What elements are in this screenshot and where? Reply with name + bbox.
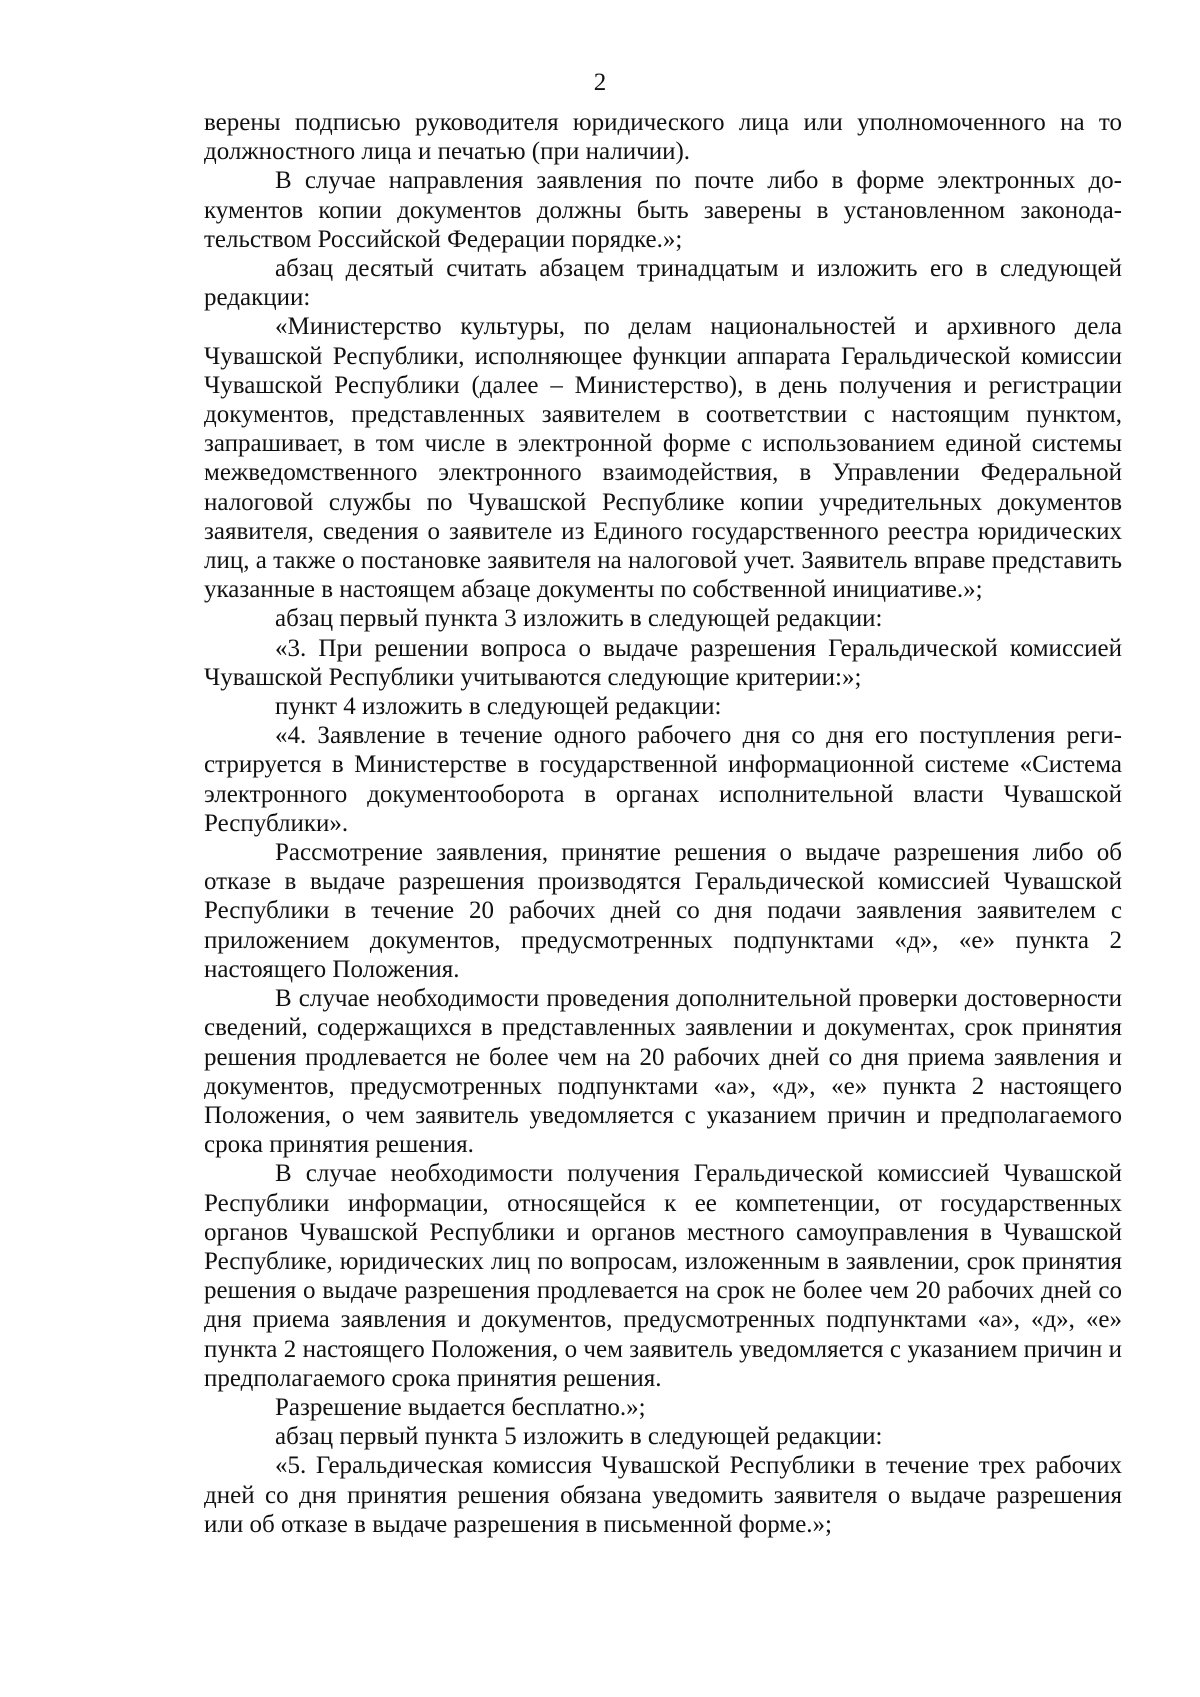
paragraph: Разрешение выдается бесплатно.»; (275, 1393, 646, 1421)
paragraph: «5. Геральдическая комиссия Чувашской Республики в течение трех рабочих дней со дня принятия решения обязана уведомить заявителя о выдаче разрешения или об отказе в выдаче разрешения в письменной форме.»; (204, 1452, 1122, 1538)
paragraph: В случае необходимости проведения дополнительной проверки достоверности сведений, содержащихся в представленных заявлении и документах, срок принятия решения продлевается не более чем на 20 рабочих дней со дня приема заявления и документов, предусмотренных подпунктами «а», «д», «е» пункта 2 настоящего Положения, о чем заявитель уведомляется с указанием причин и предполагаемого срока принятия решения. (204, 985, 1122, 1159)
paragraph: абзац десятый считать абзацем тринадцатым и изложить его в следующей редакции: (204, 255, 1122, 312)
paragraph: «3. При решении вопроса о выдаче разрешения Геральдической комиссией Чувашской Республики учитываются следующие критерии:»; (204, 634, 1122, 691)
paragraph-continuation: верены подписью руководителя юридического лица или уполномоченного на то должностного лица и печатью (при наличии). (204, 109, 1122, 166)
paragraph: В случае направления заявления по почте либо в форме электронных документов копии документов должны быть заверены в установленном законодательством Российской Федерации порядке.»; (204, 167, 1122, 253)
page-number: 2 (593, 69, 607, 96)
paragraph: «4. Заявление в течение одного рабочего дня со дня его поступления регистрируется в Министерстве в государственной информационной системе «Система электронного документооборота в органах исполнительной власти Чувашской Республики». (204, 722, 1122, 837)
paragraph: пункт 4 изложить в следующей редакции: (275, 693, 722, 721)
paragraph: «Министерство культуры, по делам национальностей и архивного дела Чувашской Республики, исполняющее функции аппарата Геральдической комиссии Чувашской Республики (далее – Министерство), в день получения и регистрации документов, представленных заявителем в соответствии с настоящим пунктом, запрашивает, в том числе в электронной форме с использованием единой системы межведомственного электронного взаимодействия, в Управлении Федеральной налоговой службы по Чувашской Республике копии учредительных документов заявителя, сведения о заявителе из Единого государственного реестра юридических лиц, а также о постановке заявителя на налоговой учет. Заявитель вправе представить указанные в настоящем абзаце документы по собственной инициативе.»; (204, 313, 1122, 604)
paragraph: Рассмотрение заявления, принятие решения о выдаче разрешения либо об отказе в выдаче разрешения производятся Геральдической комиссией Чувашской Республики в течение 20 рабочих дней со дня подачи заявления заявителем с приложением документов, предусмотренных подпунктами «д», «е» пункта 2 настоящего Положения. (204, 839, 1122, 983)
paragraph: В случае необходимости получения Геральдической комиссией Чувашской Республики информации, относящейся к ее компетенции, от государственных органов Чувашской Республики и органов местного самоуправления в Чувашской Республике, юридических лиц по вопросам, изложенным в заявлении, срок принятия решения о выдаче разрешения продлевается на срок не более чем 20 рабочих дней со дня приема заявления и документов, предусмотренных подпунктами «а», «д», «е» пункта 2 настоящего Положения, о чем заявитель уведомляется с указанием причин и предполагаемого срока принятия решения. (204, 1160, 1122, 1392)
document-body (204, 108, 1122, 1539)
paragraph: абзац первый пункта 3 изложить в следующей редакции: (275, 605, 883, 633)
paragraph: абзац первый пункта 5 изложить в следующей редакции: (275, 1423, 883, 1451)
